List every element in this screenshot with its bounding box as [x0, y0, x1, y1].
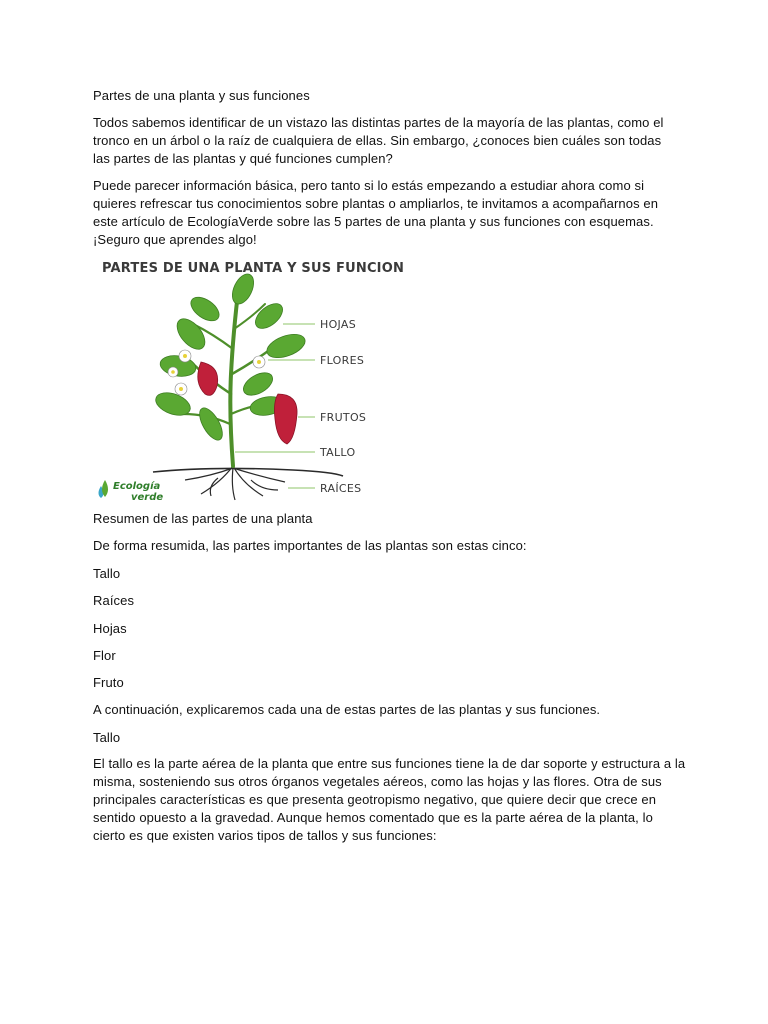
- figure-title: PARTES DE UNA PLANTA Y SUS FUNCIONES: [102, 261, 403, 276]
- label-flores: FLORES: [320, 354, 365, 367]
- part-item-fruto: Fruto: [93, 675, 124, 690]
- part-item-flor: Flor: [93, 648, 116, 663]
- summary-heading: Resumen de las partes de una planta: [93, 511, 313, 526]
- label-tallo: TALLO: [320, 446, 356, 459]
- label-frutos: FRUTOS: [320, 411, 367, 424]
- intro-paragraph-1: Todos sabemos identificar de un vistazo las distintas partes de la mayoría de las plantas, como el tronco en un árbol o la raíz de cualquiera de ellas. Sin embargo, ¿conoces bien cuáles son todas las partes de las plantas y qué funciones cumplen?: [93, 115, 664, 166]
- ecologia-verde-logo: [99, 480, 164, 503]
- continuation-paragraph: A continuación, explicaremos cada una de estas partes de las plantas y sus funciones.: [93, 702, 601, 717]
- intro-paragraph-2: Puede parecer información básica, pero tanto si lo estás empezando a estudiar ahora como si quieres refrescar tus conocimientos sobre plantas o ampliarlos, te invitamos a acompañarnos en este artículo de EcologíaVerde sobre las 5 partes de una planta y sus funciones con esquemas. ¡Seguro que aprendes algo!: [93, 178, 659, 247]
- roots-illustration: [153, 466, 343, 500]
- part-item-raices: Raíces: [93, 593, 135, 608]
- part-item-hojas: Hojas: [93, 621, 127, 636]
- stem-heading: Tallo: [93, 730, 121, 745]
- label-raices: RAÍCES: [320, 482, 362, 495]
- summary-intro: De forma resumida, las partes importantes de las plantas son estas cinco:: [93, 538, 527, 553]
- svg-text:verde: verde: [131, 492, 164, 503]
- stem-paragraph: El tallo es la parte aérea de la planta que entre sus funciones tiene la de dar soporte y estructura a la misma, sosteniendo sus otros órganos vegetales aéreos, como las hojas y las flores. Otra de sus principales características es que presenta geotropismo negativo, que quiere decir que crece en sentido opuesto a la gravedad. Aunque hemos comentado que es la parte aérea de la planta, lo cierto es que existen varios tipos de tallos y sus funciones:: [93, 756, 686, 843]
- plant-parts-figure: [93, 254, 403, 504]
- document-title: Partes de una planta y sus funciones: [93, 88, 310, 103]
- part-item-tallo: Tallo: [93, 566, 121, 581]
- svg-text:Ecología: Ecología: [113, 481, 161, 492]
- label-hojas: HOJAS: [320, 318, 356, 331]
- plant-diagram: [93, 254, 403, 504]
